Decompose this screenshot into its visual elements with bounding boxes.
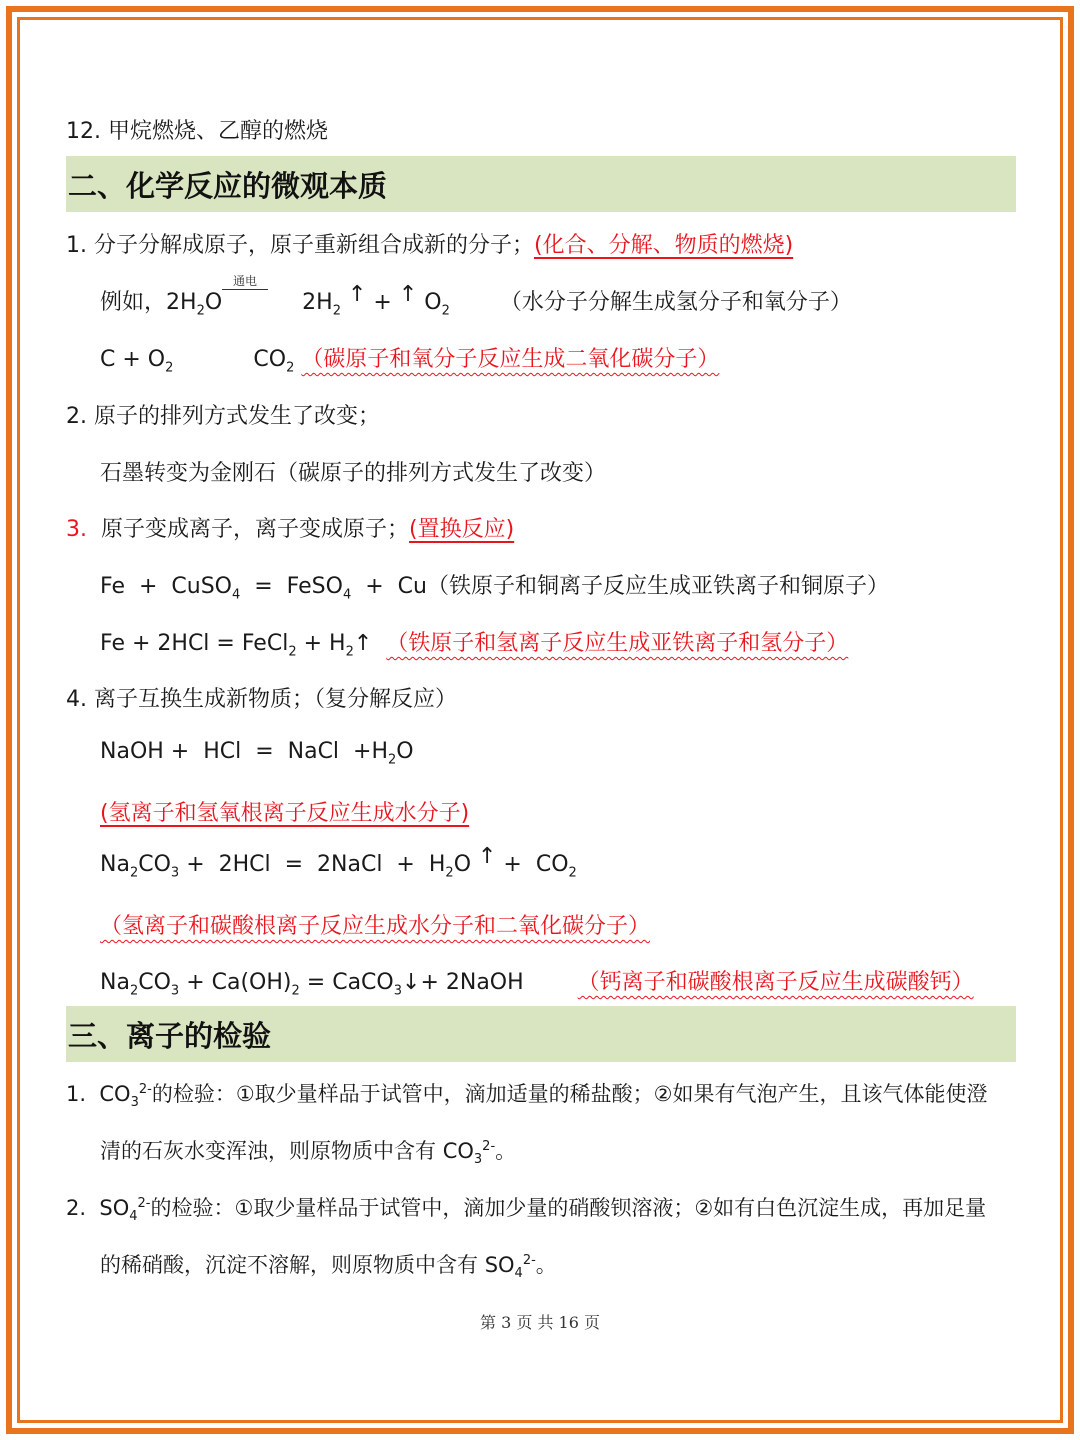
s3-item-2-line-2: 的稀硝酸，沉淀不溶解，则原物质中含有 $SO_4^{2-}$。 [100,1253,557,1282]
s3-item-1-line-1: 1. $CO_3^{2-}$的检验：①取少量样品于试管中，滴加适量的稀盐酸；②如果有气泡产生，且该气体能使澄 [66,1082,988,1111]
eq2-note: （铁原子和氢离子反应生成亚铁离子和氢分子） [386,631,849,656]
page-footer: 第 3 页 共 16 页 [480,1313,600,1332]
s2-item-1-example: 例如，$2H_2O$ 通电 $2H_2$ ↑ + ↑ $O_2$ （水分子分解生成氢分子和氧分子） [100,274,852,319]
s3-item-2-text: 的检验：①取少量样品于试管中，滴加少量的硝酸钡溶液；②如有白色沉淀生成，再加足量 [150,1196,987,1220]
example-note: （水分子分解生成氢分子和氧分子） [499,290,852,315]
s2-item-4-eq3: $Na_2CO_3 + Ca(OH)_2$ = CaCO$_3$↓+ 2NaOH （钙离子和碳酸根离子反应生成碳酸钙） [100,970,974,999]
s3-item-2-line-1: 2. $SO_4^{2-}$的检验：①取少量样品于试管中，滴加少量的硝酸钡溶液；②如有白色沉淀生成，再加足量 [66,1196,987,1225]
section-2-header [66,156,1016,212]
item-12: 12. 甲烷燃烧、乙醇的燃烧 [66,119,328,144]
section-3-title: 三、离子的检验 [68,1018,272,1053]
s2-item-4-eq2: $Na_2CO_3 + 2HCl$ = 2NaCl + $H_2O$ ↑ + $CO_2$ [100,844,577,881]
s2-item-3-eq1: Fe + CuSO$_4$ = FeSO$_4$ + Cu（铁原子和铜离子反应生成亚铁离子和铜原子） [100,574,889,603]
s3-item-1-text: 的检验：①取少量样品于试管中，滴加适量的稀盐酸；②如果有气泡产生，且该气体能使澄 [151,1082,988,1106]
gas-arrow-icon: ↑ [398,282,418,307]
s2-item-1-example-2: $C + O_2$ $CO_2$ （碳原子和氧分子反应生成二氧化碳分子） [100,347,720,376]
s3-item-2-text-2: 的稀硝酸，沉淀不溶解，则原物质中含有 [100,1253,485,1277]
s2-item-3-text: 原子变成离子，离子变成原子； [101,517,410,542]
eq1-note: （铁原子和铜离子反应生成亚铁离子和铜原子） [426,574,889,599]
s2-item-2: 2. 原子的排列方式发生了改变； [66,404,380,429]
s2-item-4: 4. 离子互换生成新物质；（复分解反应） [66,687,457,712]
section-2-title: 二、化学反应的微观本质 [68,168,388,203]
s2-item-3-eq2: Fe + 2HCl = FeCl$_2$ + $H_2↑$ （铁原子和氢离子反应生成亚铁离子和氢分子） [100,631,849,660]
gas-arrow-icon: ↑ [478,844,497,869]
s2-item-4-eq1: NaOH + HCl = NaCl $+H_2O$ [100,739,414,768]
eq3-note: （钙离子和碳酸根离子反应生成碳酸钙） [577,970,974,995]
s2-item-1-text: 1. 分子分解成原子，原子重新组合成新的分子； [66,233,534,258]
s2-item-2-example: 石墨转变为金刚石（碳原子的排列方式发生了改变） [100,461,607,486]
s2-item-4-note1: (氢离子和氢氧根离子反应生成水分子) [100,801,470,826]
example-2-note: （碳原子和氧分子反应生成二氧化碳分子） [301,347,720,372]
s2-item-1 [66,228,793,259]
s2-item-1-red: (化合、分解、物质的燃烧) [534,233,794,258]
s2-item-3-number: 3. [66,517,87,542]
gas-arrow-icon: ↑ [348,282,367,307]
section-3-header [66,1006,1016,1062]
s3-item-1-text-2: 清的石灰水变浑浊，则原物质中含有 [100,1139,443,1163]
example-label: 例如， [100,290,167,315]
reaction-condition: 通电 [222,272,268,290]
s2-item-4-note2: （氢离子和碳酸根离子反应生成水分子和二氧化碳分子） [100,914,651,939]
s3-item-1-line-2: 清的石灰水变浑浊，则原物质中含有 $CO_3^{2-}$。 [100,1139,517,1168]
s2-item-3-red: (置换反应) [409,517,515,542]
s2-item-3 [66,512,514,543]
